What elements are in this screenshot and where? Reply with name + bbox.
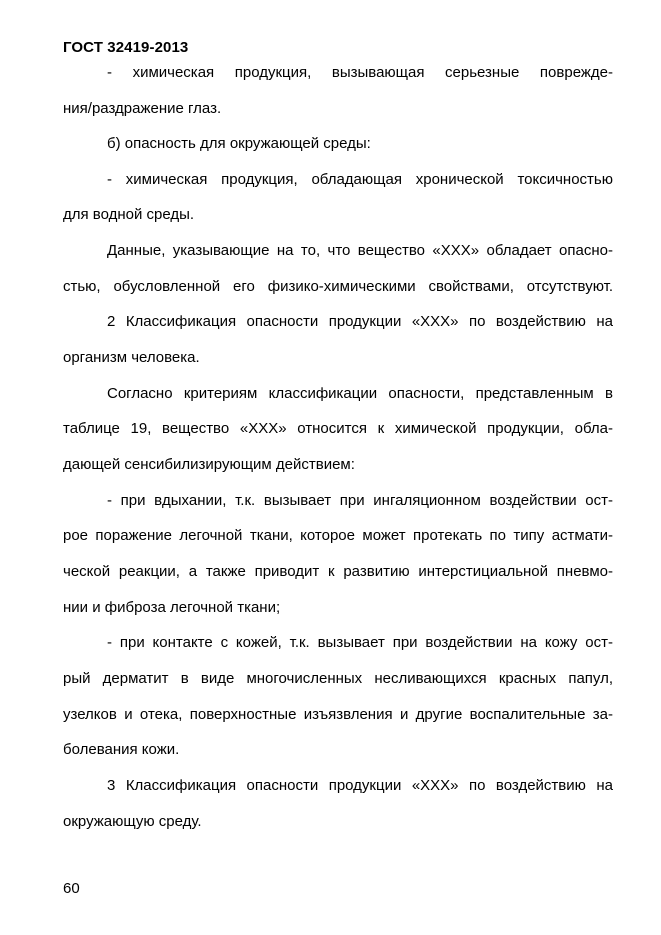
text-line-21: 3 Классификация опасности продукции «XXX» по воздействию на xyxy=(107,777,613,794)
text-line-15: ческой реакции, а также приводит к развитию интерстициальной пневмо- xyxy=(63,563,613,580)
text-line-14: рое поражение легочной ткани, которое может протекать по типу астмати- xyxy=(63,527,613,544)
text-line-11: таблице 19, вещество «XXX» относится к химической продукции, обла- xyxy=(63,420,613,437)
text-line-20: болевания кожи. xyxy=(63,741,180,758)
text-line-13: - при вдыхании, т.к. вызывает при ингаляционном воздействии ост- xyxy=(107,492,613,509)
text-line-4: - химическая продукция, обладающая хронической токсичностью xyxy=(107,171,613,188)
text-line-10: Согласно критериям классификации опасности, представленным в xyxy=(107,385,613,402)
text-line-6: Данные, указывающие на то, что вещество «XXX» обладает опасно- xyxy=(107,242,613,259)
text-line-18: рый дерматит в виде многочисленных несливающихся красных папул, xyxy=(63,670,613,687)
text-line-12: дающей сенсибилизирующим действием: xyxy=(63,456,355,473)
text-line-19: узелков и отека, поверхностные изъязвления и другие воспалительные за- xyxy=(63,706,613,723)
text-line-22: окружающую среду. xyxy=(63,813,202,830)
text-line-5: для водной среды. xyxy=(63,206,195,223)
text-line-7: стью, обусловленной его физико-химическими свойствами, отсутствуют. xyxy=(63,278,613,295)
text-line-9: организм человека. xyxy=(63,349,200,366)
text-line-17: - при контакте с кожей, т.к. вызывает при воздействии на кожу ост- xyxy=(107,634,613,651)
text-line-16: нии и фиброза легочной ткани; xyxy=(63,599,281,616)
text-line-3: б) опасность для окружающей среды: xyxy=(107,135,371,152)
page-number: 60 xyxy=(63,880,80,897)
text-line-1: - химическая продукция, вызывающая серьезные поврежде- xyxy=(107,64,613,81)
document-header-standard: ГОСТ 32419-2013 xyxy=(63,39,189,56)
text-line-8: 2 Классификация опасности продукции «XXX» по воздействию на xyxy=(107,313,613,330)
text-line-2: ния/раздражение глаз. xyxy=(63,100,222,117)
